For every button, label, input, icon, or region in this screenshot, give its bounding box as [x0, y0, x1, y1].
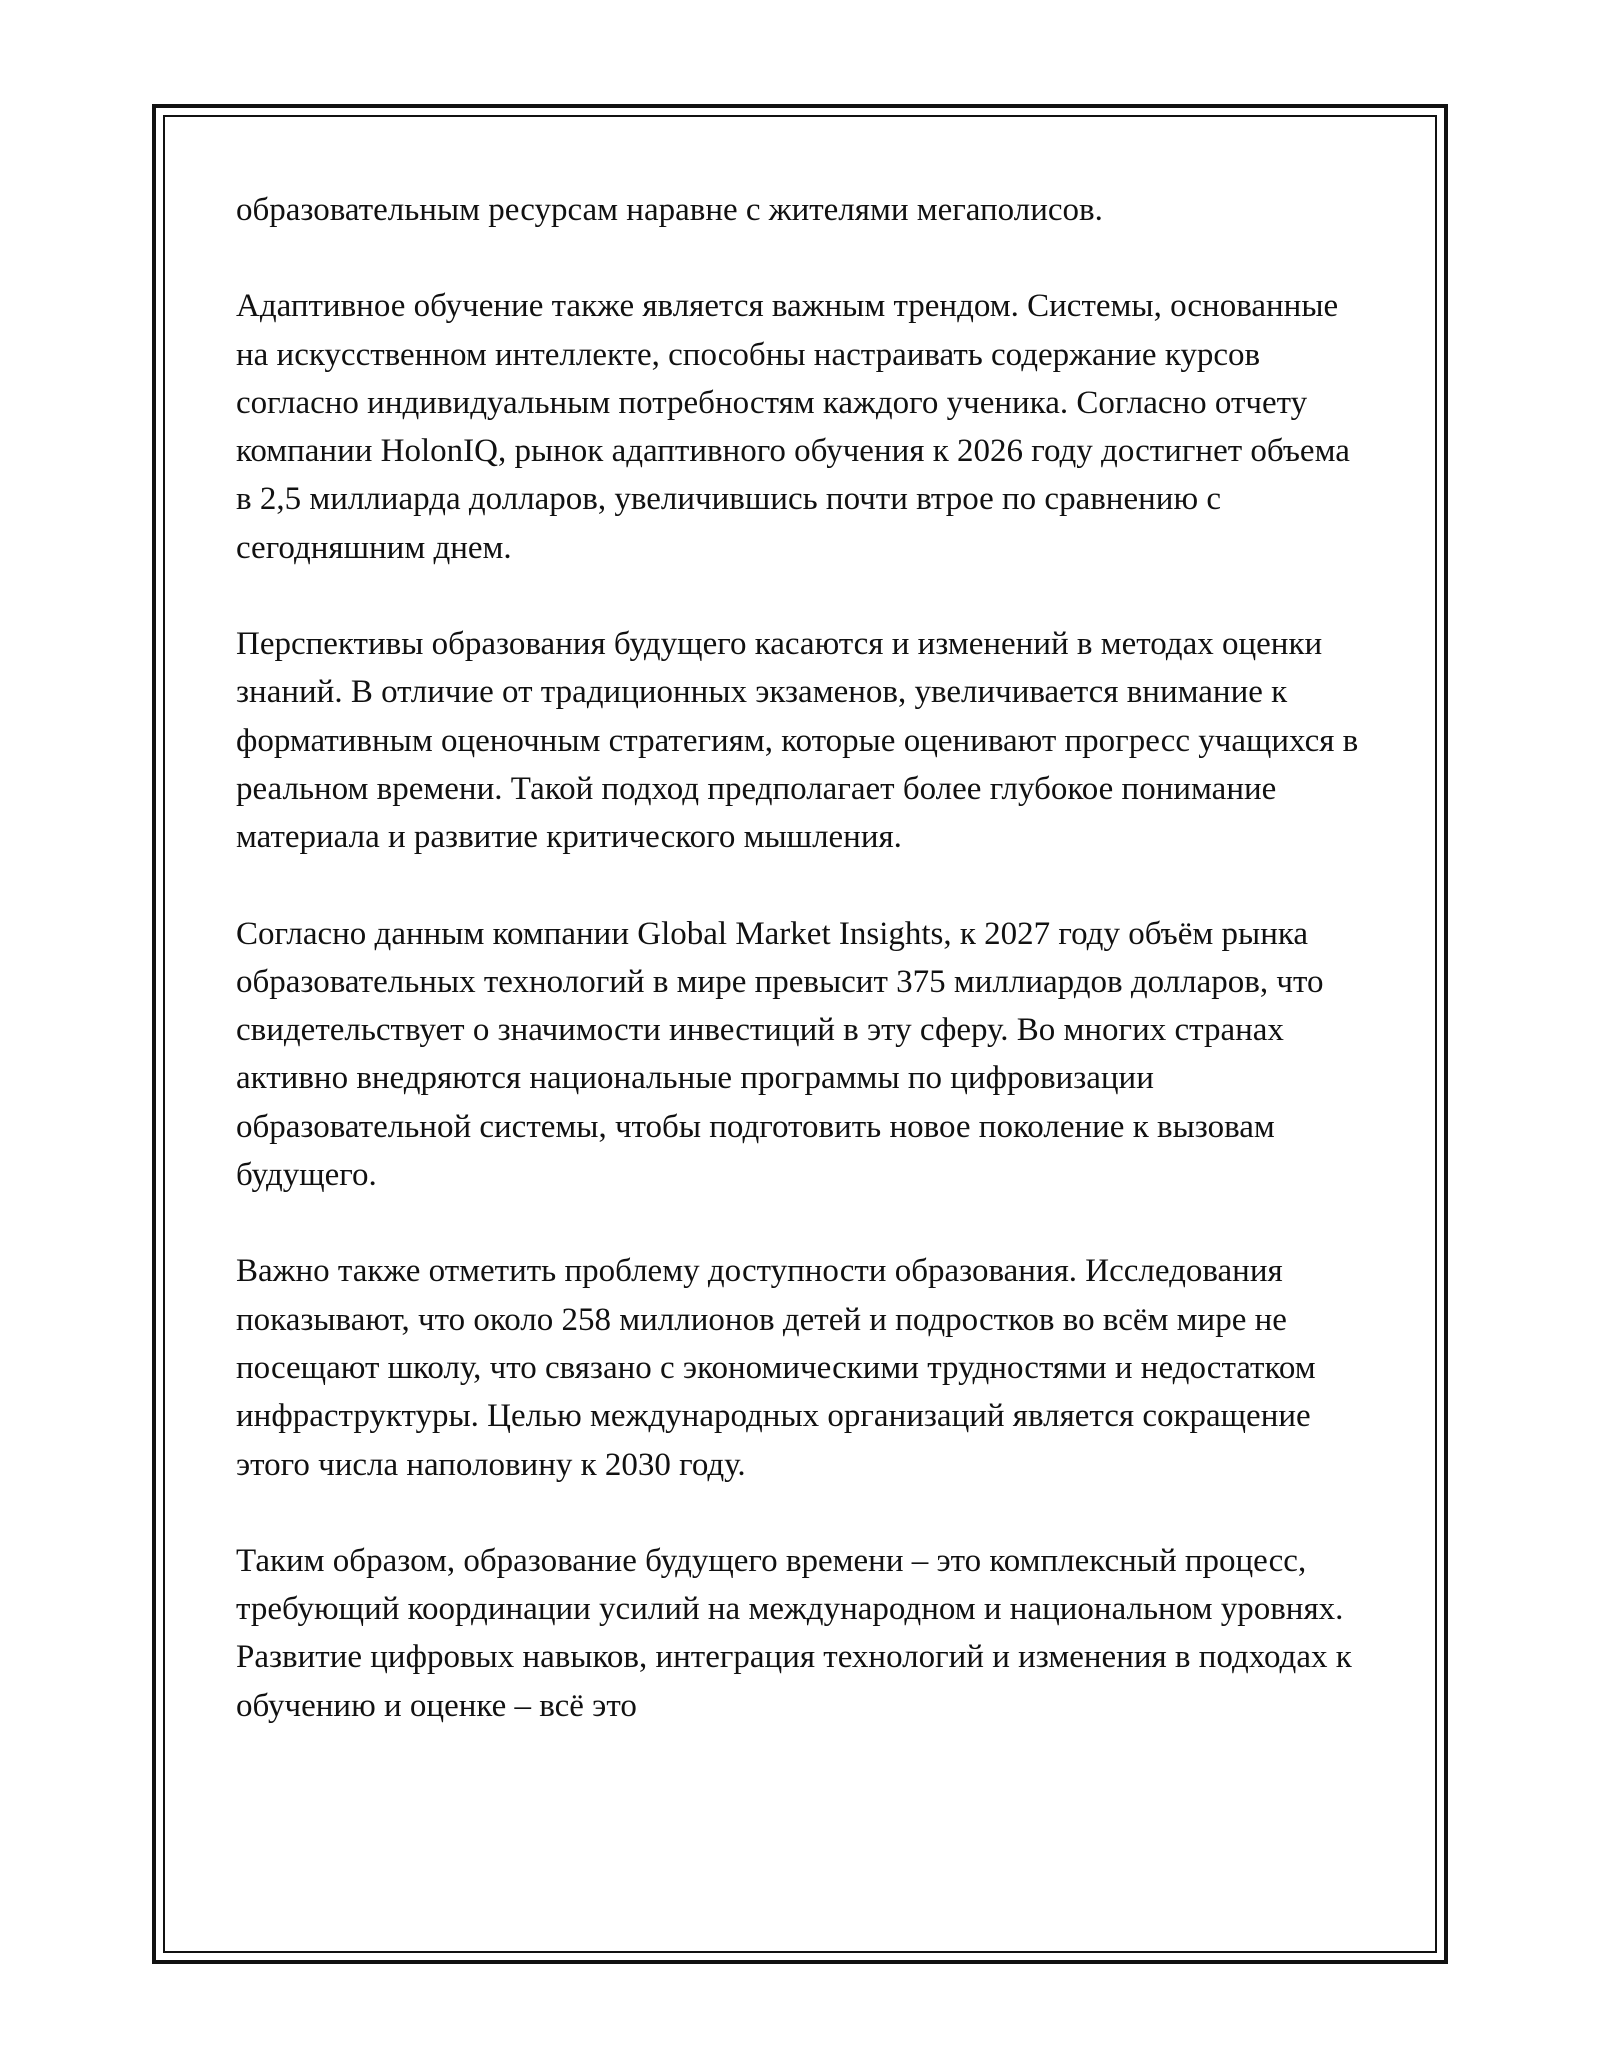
paragraph-assessment-methods: Перспективы образования будущего касаются и изменений в методах оценки знаний. В отличие от традиционных экзаменов, увеличивается внимание к формативным оценочным стратегиям, которые оценивают прогресс учащихся в реальном времени. Такой подход предполагает более глубокое понимание материала и развитие критического мышления.: [236, 626, 1359, 856]
paragraph-continuation: образовательным ресурсам наравне с жителями мегаполисов.: [236, 192, 1103, 228]
paragraph-adaptive-learning: Адаптивное обучение также является важным трендом. Системы, основанные на искусственном интеллекте, способны настраивать содержание курсов согласно индивидуальным потребностям каждого ученика. Согласно отчету компании HolonIQ, рынок адаптивного обучения к 2026 году достигнет объема в 2,5 миллиарда долларов, увеличившись почти втрое по сравнению с сегодняшним днем.: [236, 288, 1350, 566]
paragraph-conclusion: Таким образом, образование будущего времени – это комплексный процесс, требующий координации усилий на международном и национальном уровнях. Развитие цифровых навыков, интеграция технологий и изменения в подходах к обучению и оценке – всё это: [236, 1542, 1352, 1724]
paragraph-edtech-market: Согласно данным компании Global Market Insights, к 2027 году объём рынка образовательных технологий в мире превысит 375 миллиардов долларов, что свидетельствует о значимости инвестиций в эту сферу. Во многих странах активно внедряются национальные программы по цифровизации образовательной системы, чтобы подготовить новое поколение к вызовам будущего.: [236, 915, 1324, 1194]
paragraph-education-access: Важно также отметить проблему доступности образования. Исследования показывают, что около 258 миллионов детей и подростков во всём мире не посещают школу, что связано с экономическими трудностями и недостатком инфраструктуры. Целью международных организаций является сокращение этого числа наполовину к 2030 году.: [236, 1253, 1316, 1483]
document-text-area: [236, 186, 1366, 1730]
